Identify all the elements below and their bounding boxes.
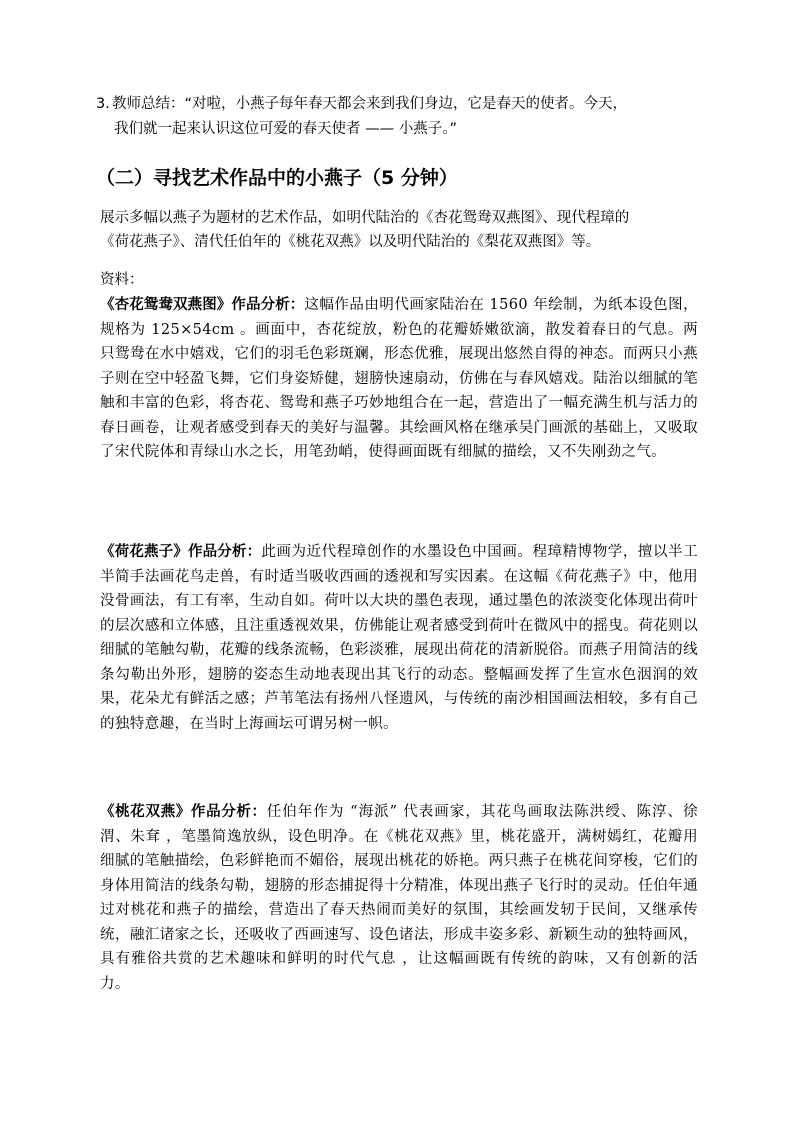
analysis-title: 《杏花鸳鸯双燕图》作品分析： — [100, 297, 305, 313]
analysis-title: 《荷花燕子》作品分析： — [100, 544, 262, 560]
analysis-body: 此画为近代程璋创作的水墨设色中国画。程璋精博物学，擅以半工半简手法画花鸟走兽，有时适当吸收西画的透视和写实因素。在这幅《荷花燕子》中，他用没骨画法，有工有率，生动自如。荷叶以大块的墨色表现，通过墨色的浓淡变化体现出荷叶的层次感和立体感，且注重透视效果，仿佛能让观者感受到荷叶在微风中的摇曳。荷花则以细腻的笔触勾勒，花瓣的线条流畅，色彩淡雅，展现出荷花的清新脱俗。而燕子用简洁的线条勾勒出外形，翅膀的姿态生动地表现出其飞行的动态。整幅画发挥了生宣水色洇润的效果，花朵尤有鲜活之感；芦苇笔法有扬州八怪遗风，与传统的南沙相国画法相较，多有自己的独特意趣，在当时上海画坛可谓另树一帜。 — [100, 544, 698, 732]
intro-line-2: 《荷花燕子》、清代任伯年的《桃花双燕》以及明代陆治的《梨花双燕图》等。 — [100, 234, 601, 250]
analysis-body: 这幅作品由明代画家陆治在 1560 年绘制，为纸本设色图，规格为 125×54cm 。画面中，杏花绽放，粉色的花瓣娇嫩欲滴，散发着春日的气息。两只鸳鸯在水中嬉戏，它们的羽毛色彩斑斓，形态优雅，展现出悠然自得的神态。而两只小燕子则在空中轻盈飞舞，它们身姿矫健，翅膀快速扇动，仿佛在与春风嬉戏。陆治以细腻的笔触和丰富的色彩，将杏花、鸳鸯和燕子巧妙地组合在一起，营造出了一幅充满生机与活力的春日画卷，让观者感受到春天的美好与温馨。其绘画风格在继承吴门画派的基础上，又吸取了宋代院体和青绿山水之长，用笔劲峭，使得画面既有细腻的描绘，又不失刚劲之气。 — [100, 297, 699, 460]
analysis-title: 《桃花双燕》作品分析： — [100, 804, 267, 820]
summary-line-2: 我们就一起来认识这位可爱的春天使者 —— 小燕子。” — [114, 121, 457, 137]
analysis-paragraph-apricot — [100, 293, 698, 465]
section-heading: （二）寻找艺术作品中的小燕子（5 分钟） — [96, 167, 458, 189]
teacher-summary-item — [96, 92, 698, 142]
summary-line-1: 教师总结：“对啦，小燕子每年春天都会来到我们身边，它是春天的使者。今天， — [112, 96, 628, 112]
analysis-body: 任伯年作为 “海派” 代表画家，其花鸟画取法陈洪绶、陈淳、徐渭、朱耷 ，笔墨简逸放纵，设色明净。在《桃花双燕》里，桃花盛开，满树嫣红，花瓣用细腻的笔触描绘，色彩鲜艳而不媚俗，展现出桃花的娇艳。两只燕子在桃花间穿梭，它们的身体用简洁的线条勾勒，翅膀的形态捕捉得十分精准，体现出燕子飞行时的灵动。任伯年通过对桃花和燕子的描绘，营造出了春天热闹而美好的氛围，其绘画发轫于民间，又继承传统，融汇诸家之长，还吸收了西画速写、设色诸法，形成丰姿多彩、新颖生动的独特画风，具有雅俗共赏的艺术趣味和鲜明的时代气息 ，让这幅画既有传统的韵味，又有创新的活力。 — [100, 804, 699, 992]
material-label: 资料： — [100, 272, 144, 288]
intro-line-1: 展示多幅以燕子为题材的艺术作品，如明代陆治的《杏花鸳鸯双燕图》、现代程璋的 — [100, 210, 630, 226]
analysis-paragraph-lotus — [100, 540, 698, 736]
intro-paragraph — [100, 206, 698, 254]
analysis-paragraph-peach — [100, 800, 698, 996]
item-number: 3. — [96, 96, 110, 112]
